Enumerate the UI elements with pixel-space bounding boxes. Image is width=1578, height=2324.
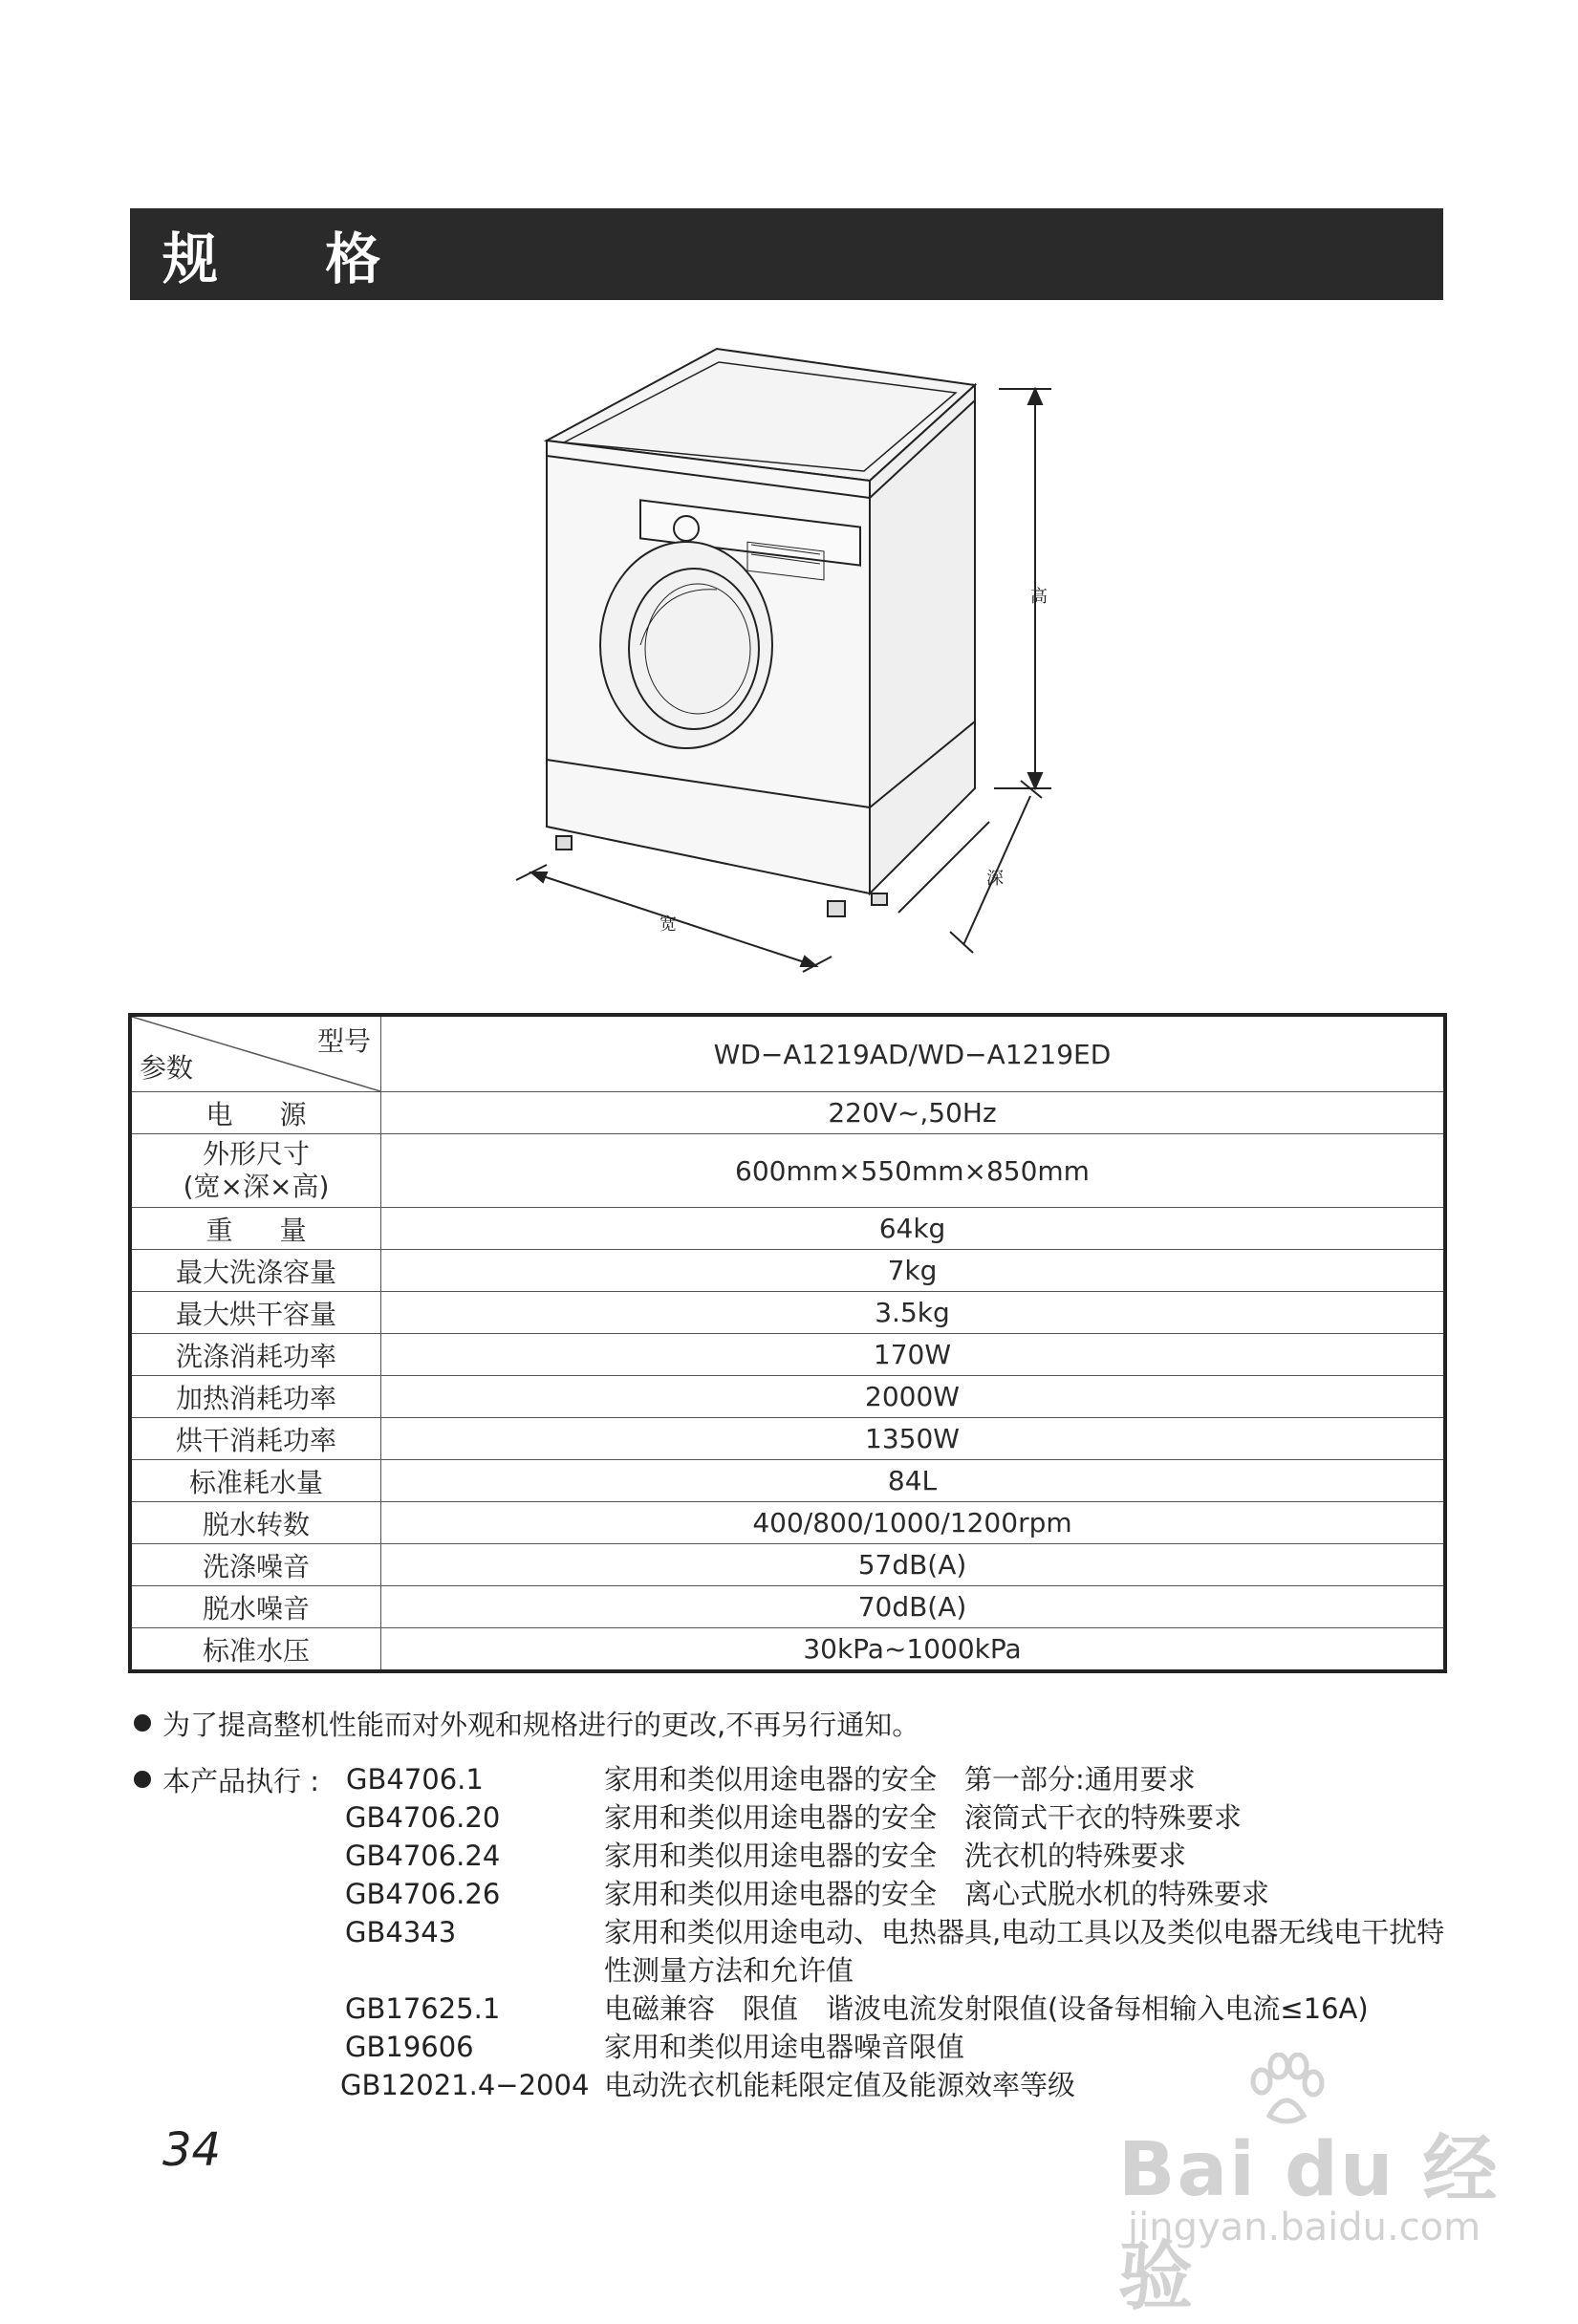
standard-desc: 家用和类似用途电器的安全 离心式脱水机的特殊要求: [604, 1878, 1270, 1910]
param-cell: 最大烘干容量: [130, 1292, 381, 1334]
value-cell: 64kg: [381, 1208, 1446, 1250]
standard-code: GB4706.1: [346, 1763, 484, 1796]
standard-code: GB17625.1: [345, 1992, 501, 2025]
standard-code: GB19606: [345, 2031, 474, 2063]
notes-section: [134, 1703, 1472, 1743]
param-line-2: (宽×深×高): [183, 1171, 330, 1202]
table-row: [130, 1628, 1445, 1672]
value-cell: 1350W: [381, 1418, 1446, 1460]
door-outer-ring: [600, 542, 772, 748]
depth-label: 深: [986, 869, 1004, 889]
list-item: [134, 1798, 1472, 1837]
value-cell: 3.5kg: [381, 1292, 1446, 1334]
table-row: [130, 1376, 1445, 1418]
param-cell: 洗涤消耗功率: [130, 1334, 381, 1376]
standards-lead: [134, 1760, 319, 1798]
table-row: [130, 1460, 1445, 1502]
standard-code: GB4706.20: [345, 1801, 501, 1834]
header-param-label: 参数: [140, 1052, 194, 1084]
standard-desc: 电磁兼容 限值 谐波电流发射限值(设备每相输入电流≤16A): [604, 1992, 1369, 2025]
table-row: [130, 1092, 1445, 1134]
standard-desc: 家用和类似用途电器噪音限值: [604, 2031, 965, 2063]
watermark-url: jingyan.baidu.com: [1128, 2206, 1481, 2249]
baidu-watermark: [1118, 2053, 1501, 2320]
list-item: [134, 1913, 1472, 1990]
standards-lead-text: 本产品执行 :: [162, 1764, 319, 1797]
table-row: [130, 1334, 1445, 1376]
table-row: [130, 1502, 1445, 1544]
standard-desc: 家用和类似用途电动、电热器具,电动工具以及类似电器无线电干扰特性测量方法和允许值: [604, 1916, 1445, 1987]
param-cell: 脱水转数: [130, 1502, 381, 1544]
standard-desc: 电动洗衣机能耗限定值及能源效率等级: [604, 2069, 1076, 2101]
standard-desc: 家用和类似用途电器的安全 第一部分:通用要求: [604, 1763, 1196, 1796]
table-header-row: [130, 1015, 1445, 1092]
watermark-logo: Bai du 经验: [1118, 2127, 1500, 2320]
value-cell: 70dB(A): [381, 1586, 1446, 1628]
param-cell: 脱水噪音: [130, 1586, 381, 1628]
value-cell: 57dB(A): [381, 1544, 1446, 1586]
bullet-icon: [134, 1771, 151, 1788]
param-cell: 加热消耗功率: [130, 1376, 381, 1418]
table-row: [130, 1208, 1445, 1250]
standard-code: GB4706.24: [345, 1840, 501, 1872]
header-diagonal-cell: [130, 1015, 381, 1092]
standard-desc: 家用和类似用途电器的安全 滚筒式干衣的特殊要求: [604, 1801, 1243, 1834]
table-row: [130, 1586, 1445, 1628]
param-cell: 重 量: [130, 1208, 381, 1250]
table-row: [130, 1134, 1445, 1208]
param-cell: 烘干消耗功率: [130, 1418, 381, 1460]
table-row: [130, 1292, 1445, 1334]
note-change-notice: [134, 1703, 1472, 1743]
param-cell: 标准水压: [130, 1628, 381, 1672]
value-cell: 30kPa~1000kPa: [381, 1628, 1446, 1672]
param-cell: 电 源: [130, 1092, 381, 1134]
page-number: 34: [162, 2123, 222, 2177]
value-cell: 400/800/1000/1200rpm: [381, 1502, 1446, 1544]
value-cell: 84L: [381, 1460, 1446, 1502]
model-value: WD−A1219AD/WD−A1219ED: [381, 1015, 1446, 1092]
standard-desc: 家用和类似用途电器的安全 洗衣机的特殊要求: [604, 1840, 1187, 1872]
param-line-1: 外形尺寸: [202, 1138, 310, 1170]
standard-code: GB4706.26: [345, 1878, 501, 1910]
height-label: 高: [1030, 587, 1048, 607]
param-cell: [130, 1134, 381, 1208]
param-cell: 洗涤噪音: [130, 1544, 381, 1586]
value-cell: 600mm×550mm×850mm: [381, 1134, 1446, 1208]
list-item: [134, 1837, 1472, 1875]
front-foot-left: [556, 836, 572, 850]
washer-dimension-figure: [497, 339, 1109, 989]
value-cell: 170W: [381, 1334, 1446, 1376]
width-label: 宽: [659, 915, 677, 935]
value-cell: 2000W: [381, 1376, 1446, 1418]
list-item: [134, 1760, 1472, 1798]
param-cell: 最大洗涤容量: [130, 1250, 381, 1292]
spec-table: [128, 1013, 1447, 1673]
table-row: [130, 1544, 1445, 1586]
note-text: 为了提高整机性能而对外观和规格进行的更改,不再另行通知。: [162, 1708, 920, 1741]
value-cell: 220V~,50Hz: [381, 1092, 1446, 1134]
standard-code: GB4343: [345, 1916, 457, 1948]
list-item: [134, 1990, 1472, 2028]
list-item: [134, 1875, 1472, 1913]
table-row: [130, 1418, 1445, 1460]
standard-code: GB12021.4−2004: [340, 2069, 590, 2101]
page-title: 规 格: [130, 208, 1443, 300]
header-model-label: 型号: [316, 1025, 371, 1057]
table-row: [130, 1250, 1445, 1292]
value-cell: 7kg: [381, 1250, 1446, 1292]
bullet-icon: [134, 1714, 151, 1732]
param-cell: 标准耗水量: [130, 1460, 381, 1502]
front-foot-right: [828, 901, 845, 916]
